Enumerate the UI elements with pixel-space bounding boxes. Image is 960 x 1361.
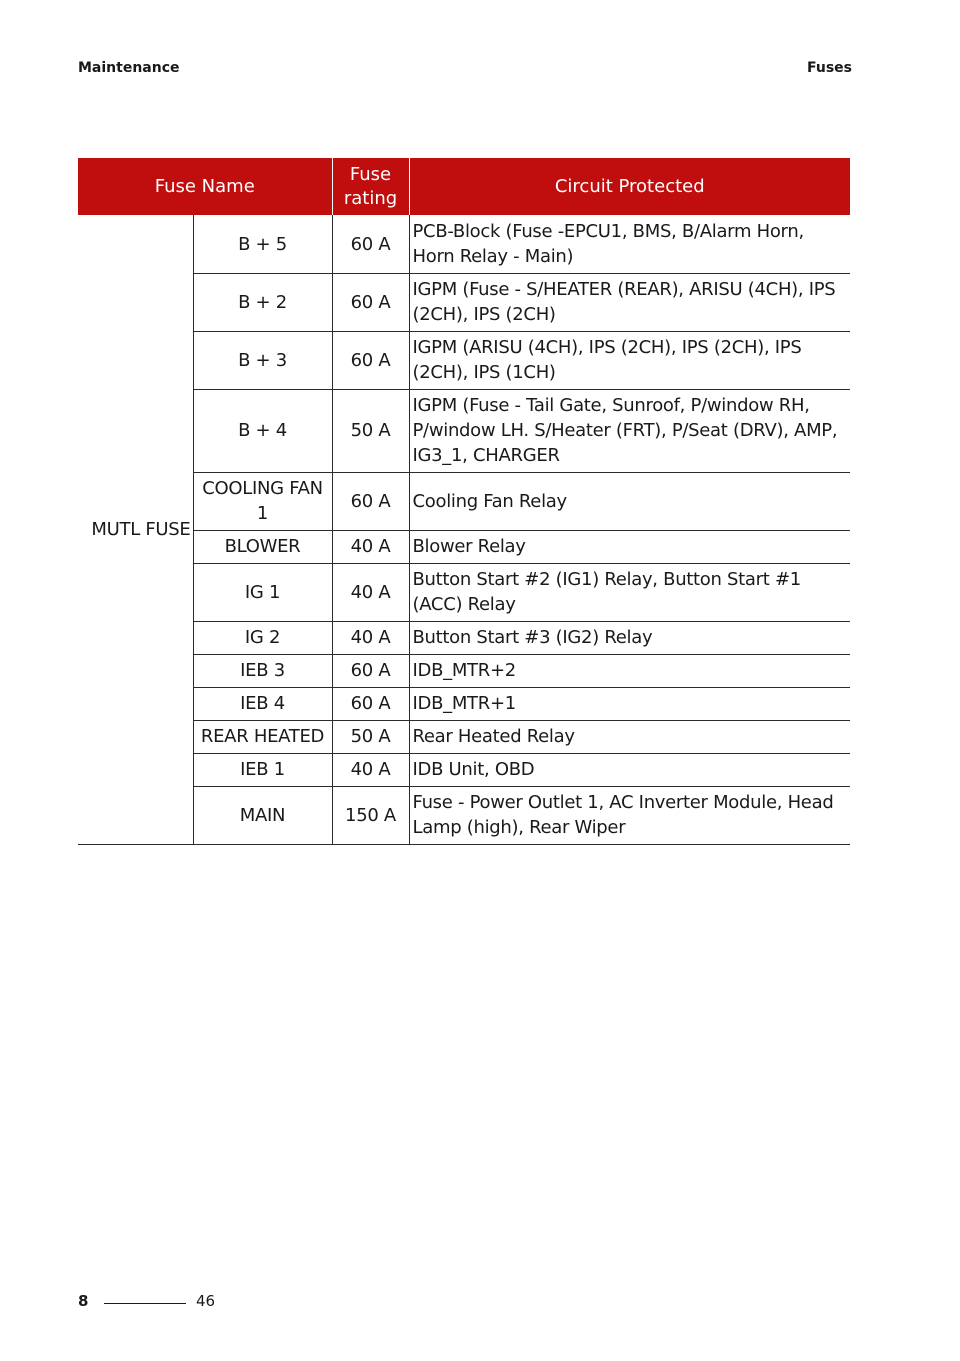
fuse-name: MAIN	[193, 787, 332, 845]
fuse-name: REAR HEATED	[193, 721, 332, 754]
circuit-protected: Cooling Fan Relay	[409, 473, 850, 531]
table-row	[78, 332, 850, 390]
fuse-rating: 60 A	[332, 688, 409, 721]
fuse-name: IEB 3	[193, 655, 332, 688]
fuse-rating: 40 A	[332, 531, 409, 564]
fuse-rating: 50 A	[332, 721, 409, 754]
circuit-protected: Rear Heated Relay	[409, 721, 850, 754]
circuit-protected: IGPM (Fuse - S/HEATER (REAR), ARISU (4CH), IPS (2CH), IPS (2CH)	[409, 274, 850, 332]
footer-divider	[104, 1303, 186, 1304]
fuse-rating: 60 A	[332, 655, 409, 688]
fuse-name: IG 2	[193, 622, 332, 655]
fuse-rating: 40 A	[332, 622, 409, 655]
fuse-name: IG 1	[193, 564, 332, 622]
fuse-name: IEB 4	[193, 688, 332, 721]
fuse-name: B + 4	[193, 390, 332, 473]
circuit-protected: IDB Unit, OBD	[409, 754, 850, 787]
fuse-rating: 60 A	[332, 215, 409, 274]
fuse-name: BLOWER	[193, 531, 332, 564]
fuse-rating: 40 A	[332, 564, 409, 622]
table-row	[78, 787, 850, 845]
col-header-fuse-rating	[332, 158, 409, 215]
fuse-name: B + 5	[193, 215, 332, 274]
circuit-protected: Fuse - Power Outlet 1, AC Inverter Module, Head Lamp (high), Rear Wiper	[409, 787, 850, 845]
fuse-table	[78, 158, 850, 845]
table-row	[78, 274, 850, 332]
fuse-rating: 60 A	[332, 473, 409, 531]
circuit-protected: IGPM (ARISU (4CH), IPS (2CH), IPS (2CH), IPS (2CH), IPS (1CH)	[409, 332, 850, 390]
chapter-number: 8	[78, 1292, 89, 1310]
fuse-name: COOLING FAN 1	[193, 473, 332, 531]
table-header-row	[78, 158, 850, 215]
table-row	[78, 655, 850, 688]
table-row	[78, 688, 850, 721]
circuit-protected: IDB_MTR+2	[409, 655, 850, 688]
circuit-protected: IDB_MTR+1	[409, 688, 850, 721]
fuse-rating: 50 A	[332, 390, 409, 473]
topic-title: Fuses	[807, 60, 852, 76]
circuit-protected: Button Start #2 (IG1) Relay, Button Start #1 (ACC) Relay	[409, 564, 850, 622]
section-title: Maintenance	[78, 60, 180, 76]
col-header-fuse-name: Fuse Name	[78, 158, 332, 215]
fuse-rating: 60 A	[332, 332, 409, 390]
table-row	[78, 473, 850, 531]
fuse-name: IEB 1	[193, 754, 332, 787]
fuse-name: B + 3	[193, 332, 332, 390]
table-row	[78, 215, 850, 274]
fuse-rating: 150 A	[332, 787, 409, 845]
table-row	[78, 721, 850, 754]
table-row	[78, 622, 850, 655]
table-row	[78, 754, 850, 787]
table-row	[78, 390, 850, 473]
fuse-name: B + 2	[193, 274, 332, 332]
page-number: 46	[196, 1292, 216, 1310]
circuit-protected: Blower Relay	[409, 531, 850, 564]
circuit-protected: PCB-Block (Fuse -EPCU1, BMS, B/Alarm Horn, Horn Relay - Main)	[409, 215, 850, 274]
table-row	[78, 531, 850, 564]
circuit-protected: IGPM (Fuse - Tail Gate, Sunroof, P/window RH, P/window LH. S/Heater (FRT), P/Seat (DRV), AMP, IG3_1, CHARGER	[409, 390, 850, 473]
table-row	[78, 564, 850, 622]
fuse-rating: 60 A	[332, 274, 409, 332]
fuse-group-name: MUTL FUSE	[78, 215, 193, 845]
circuit-protected: Button Start #3 (IG2) Relay	[409, 622, 850, 655]
fuse-rating: 40 A	[332, 754, 409, 787]
col-header-circuit-protected: Circuit Protected	[409, 158, 850, 215]
col-header-fuse-rating-label: Fuse rating	[343, 163, 398, 209]
